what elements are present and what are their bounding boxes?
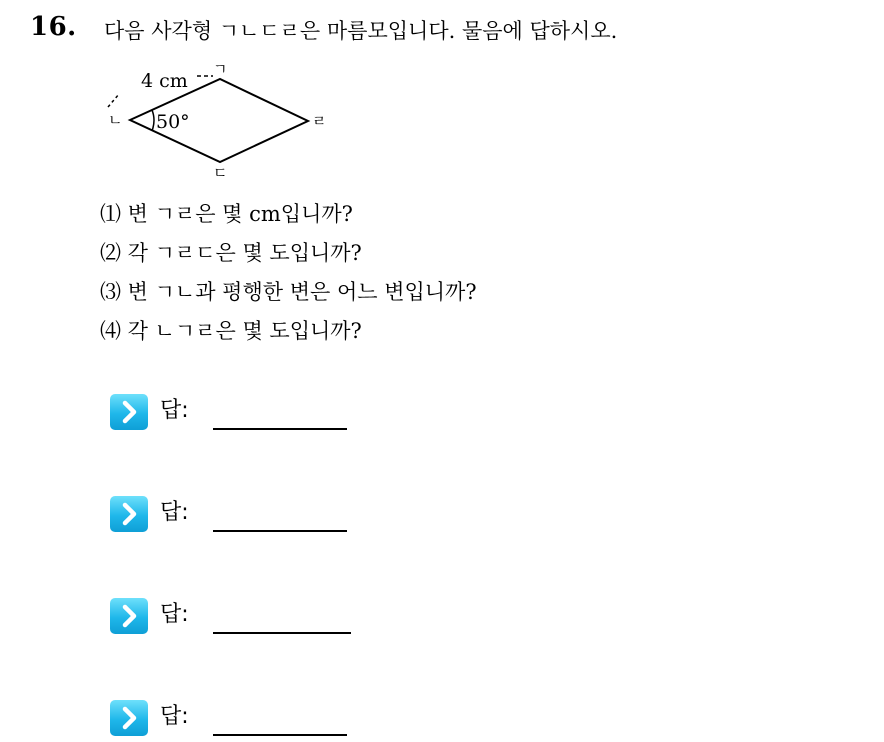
answer-blank[interactable] — [213, 428, 347, 430]
subquestion-3: ⑶ 변 ㄱㄴ과 평행한 변은 어느 변입니까? — [100, 280, 477, 304]
vertex-label-bottom: ㄷ — [213, 164, 228, 182]
subquestion-1: ⑴ 변 ㄱㄹ은 몇 cm입니까? — [100, 202, 353, 226]
question-number: 16. — [30, 12, 77, 42]
chevron-right-icon — [110, 496, 148, 532]
subquestion-4: ⑷ 각 ㄴㄱㄹ은 몇 도입니까? — [100, 319, 362, 343]
chevron-right-icon — [110, 598, 148, 634]
answer-label: 답: — [160, 704, 189, 729]
angle-label: 50° — [156, 111, 190, 133]
question-text: 다음 사각형 ㄱㄴㄷㄹ은 마름모입니다. 물음에 답하시오. — [104, 19, 618, 43]
side-length-label: 4 cm — [141, 70, 188, 92]
subquestion-2: ⑵ 각 ㄱㄹㄷ은 몇 도입니까? — [100, 241, 362, 265]
answer-label: 답: — [160, 602, 189, 627]
vertex-label-right: ㄹ — [312, 112, 327, 130]
chevron-right-icon — [110, 394, 148, 430]
answer-blank[interactable] — [213, 632, 351, 634]
vertex-label-top: ㄱ — [213, 60, 228, 78]
answer-blank[interactable] — [213, 734, 347, 736]
angle-arc — [152, 110, 154, 131]
side-dimension-tick — [108, 94, 119, 107]
answer-label: 답: — [160, 500, 189, 525]
answer-blank[interactable] — [213, 530, 347, 532]
vertex-label-left: ㄴ — [108, 111, 123, 129]
answer-label: 답: — [160, 398, 189, 423]
chevron-right-icon — [110, 700, 148, 736]
rhombus-figure — [96, 58, 336, 183]
